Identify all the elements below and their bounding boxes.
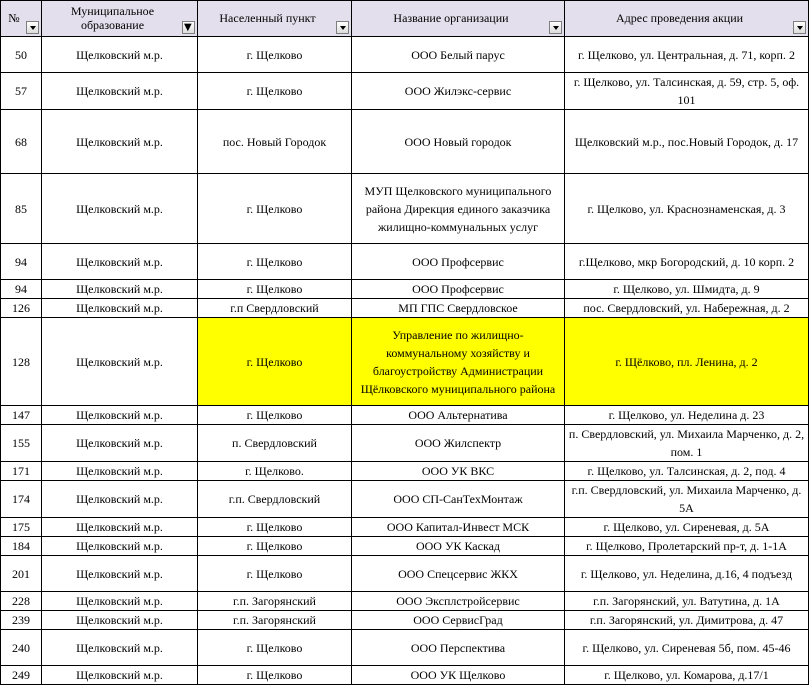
cell-settlement: г. Щелково (198, 518, 352, 537)
cell-num: 184 (1, 537, 42, 556)
cell-municipality: Щелковский м.р. (42, 174, 198, 244)
cell-num: 175 (1, 518, 42, 537)
cell-num: 94 (1, 280, 42, 299)
cell-settlement: г. Щелково (198, 318, 352, 406)
table-row[interactable] (1, 299, 809, 318)
cell-num: 147 (1, 406, 42, 425)
header-address (565, 1, 809, 37)
filter-dropdown-organization[interactable] (549, 21, 562, 34)
table-row[interactable] (1, 110, 809, 174)
cell-organization: ООО УК Щелково (352, 666, 565, 685)
cell-num: 57 (1, 73, 42, 110)
header-municipality-label: Муниципальное образование (70, 3, 155, 32)
dropdown-arrow-icon (340, 26, 346, 30)
cell-settlement: г. Щелково (198, 174, 352, 244)
cell-municipality: Щелковский м.р. (42, 110, 198, 174)
cell-address: г. Щелково, ул. Шмидта, д. 9 (565, 280, 809, 299)
cell-address: г. Щелково, ул. Сиреневая 5б, пом. 45-46 (565, 630, 809, 666)
cell-municipality: Щелковский м.р. (42, 518, 198, 537)
table-row[interactable] (1, 630, 809, 666)
header-settlement (198, 1, 352, 37)
table-row[interactable] (1, 244, 809, 280)
cell-address: г.п. Загорянский, ул. Ватутина, д. 1А (565, 592, 809, 611)
table-row[interactable] (1, 280, 809, 299)
cell-organization: ООО Альтернатива (352, 406, 565, 425)
header-num-label: № (8, 10, 20, 25)
header-organization (352, 1, 565, 37)
cell-municipality: Щелковский м.р. (42, 666, 198, 685)
funnel-icon: ▼ (184, 22, 192, 33)
cell-settlement: г.п. Загорянский (198, 592, 352, 611)
cell-address: г. Щелково, ул. Комарова, д.17/1 (565, 666, 809, 685)
cell-organization: ООО Капитал-Инвест МСК (352, 518, 565, 537)
table-row[interactable] (1, 481, 809, 518)
cell-num: 94 (1, 244, 42, 280)
filter-dropdown-municipality[interactable] (182, 21, 195, 34)
table-row[interactable] (1, 462, 809, 481)
cell-settlement: пос. Новый Городок (198, 110, 352, 174)
cell-municipality: Щелковский м.р. (42, 462, 198, 481)
cell-address: г. Щелково, Пролетарский пр-т, д. 1-1А (565, 537, 809, 556)
cell-address: пос. Свердловский, ул. Набережная, д. 2 (565, 299, 809, 318)
header-settlement-label: Населенный пункт (219, 10, 316, 25)
cell-municipality: Щелковский м.р. (42, 318, 198, 406)
cell-num: 128 (1, 318, 42, 406)
cell-settlement: г. Щелково (198, 406, 352, 425)
cell-municipality: Щелковский м.р. (42, 73, 198, 110)
table-row[interactable] (1, 73, 809, 110)
table-row-highlighted[interactable] (1, 318, 809, 406)
cell-address: г. Щелково, ул. Краснознаменская, д. 3 (565, 174, 809, 244)
dropdown-arrow-icon (30, 26, 36, 30)
cell-address: г. Щелково, ул. Талсинская, д. 2, под. 4 (565, 462, 809, 481)
cell-organization: ООО Перспектива (352, 630, 565, 666)
cell-num: 85 (1, 174, 42, 244)
cell-num: 249 (1, 666, 42, 685)
cell-settlement: г.п. Загорянский (198, 611, 352, 630)
cell-municipality: Щелковский м.р. (42, 556, 198, 592)
cell-address: г. Щелково, ул. Неделина, д.16, 4 подъезд (565, 556, 809, 592)
cell-organization: ООО СП-СанТехМонтаж (352, 481, 565, 518)
dropdown-arrow-icon (553, 26, 559, 30)
cell-num: 68 (1, 110, 42, 174)
table-row[interactable] (1, 174, 809, 244)
cell-organization: ООО УК ВКС (352, 462, 565, 481)
table-row[interactable] (1, 537, 809, 556)
cell-address: г.п. Свердловский, ул. Михаила Марченко, д. 5А (565, 481, 809, 518)
cell-address: г. Щелково, ул. Центральная, д. 71, корп. 2 (565, 37, 809, 73)
cell-settlement: п. Свердловский (198, 425, 352, 462)
cell-municipality: Щелковский м.р. (42, 406, 198, 425)
cell-municipality: Щелковский м.р. (42, 592, 198, 611)
cell-settlement: г. Щелково (198, 280, 352, 299)
cell-municipality: Щелковский м.р. (42, 630, 198, 666)
cell-settlement: г. Щелково (198, 666, 352, 685)
header-num (1, 1, 42, 37)
cell-organization: ООО Жилэкс-сервис (352, 73, 565, 110)
cell-address: г. Щелково, ул. Сиреневая, д. 5А (565, 518, 809, 537)
filter-dropdown-num[interactable] (26, 21, 39, 34)
header-municipality (42, 1, 198, 37)
cell-municipality: Щелковский м.р. (42, 37, 198, 73)
table-row[interactable] (1, 592, 809, 611)
cell-organization: ООО СервисГрад (352, 611, 565, 630)
cell-address: Щелковский м.р., пос.Новый Городок, д. 17 (565, 110, 809, 174)
cell-municipality: Щелковский м.р. (42, 425, 198, 462)
table-row[interactable] (1, 611, 809, 630)
cell-address: п. Свердловский, ул. Михаила Марченко, д. 2, пом. 1 (565, 425, 809, 462)
cell-settlement: г. Щелково (198, 630, 352, 666)
cell-settlement: г. Щелково (198, 244, 352, 280)
cell-organization: ООО Профсервис (352, 280, 565, 299)
cell-organization: ООО Белый парус (352, 37, 565, 73)
cell-num: 228 (1, 592, 42, 611)
cell-municipality: Щелковский м.р. (42, 611, 198, 630)
dropdown-arrow-icon (797, 26, 803, 30)
table-row[interactable] (1, 556, 809, 592)
cell-num: 239 (1, 611, 42, 630)
table-row[interactable] (1, 425, 809, 462)
cell-organization: ООО Эксплстройсервис (352, 592, 565, 611)
cell-municipality: Щелковский м.р. (42, 244, 198, 280)
filter-dropdown-settlement[interactable] (336, 21, 349, 34)
cell-num: 174 (1, 481, 42, 518)
table-row[interactable] (1, 518, 809, 537)
header-organization-label: Название организации (393, 10, 509, 25)
cell-organization: ООО УК Каскад (352, 537, 565, 556)
cell-address: г.Щелково, мкр Богородский, д. 10 корп. 2 (565, 244, 809, 280)
filter-dropdown-address[interactable] (793, 21, 806, 34)
header-row (1, 1, 809, 37)
cell-address: г.п. Загорянский, ул. Димитрова, д. 47 (565, 611, 809, 630)
cell-organization: МУП Щелковского муниципального района Дирекция единого заказчика жилищно-коммунальных услуг (352, 174, 565, 244)
cell-num: 240 (1, 630, 42, 666)
cell-settlement: г. Щелково. (198, 462, 352, 481)
cell-organization: ООО Новый городок (352, 110, 565, 174)
cell-address: г. Щелково, ул. Талсинская, д. 59, стр. 5, оф. 101 (565, 73, 809, 110)
cell-settlement: г. Щелково (198, 537, 352, 556)
cell-settlement: г.п Свердловский (198, 299, 352, 318)
cell-settlement: г.п. Свердловский (198, 481, 352, 518)
cell-num: 201 (1, 556, 42, 592)
cell-municipality: Щелковский м.р. (42, 481, 198, 518)
cell-organization: МП ГПС Свердловское (352, 299, 565, 318)
cell-organization: ООО Профсервис (352, 244, 565, 280)
cell-settlement: г. Щелково (198, 37, 352, 73)
cell-organization: Управление по жилищно-коммунальному хозяйству и благоустройству Администрации Щёлковского муниципального района (352, 318, 565, 406)
cell-municipality: Щелковский м.р. (42, 537, 198, 556)
table-row[interactable] (1, 406, 809, 425)
table-row[interactable] (1, 666, 809, 685)
cell-address: г. Щёлково, пл. Ленина, д. 2 (565, 318, 809, 406)
cell-settlement: г. Щелково (198, 556, 352, 592)
cell-settlement: г. Щелково (198, 73, 352, 110)
cell-num: 50 (1, 37, 42, 73)
cell-municipality: Щелковский м.р. (42, 280, 198, 299)
table-row[interactable] (1, 37, 809, 73)
cell-num: 155 (1, 425, 42, 462)
cell-organization: ООО Жилспектр (352, 425, 565, 462)
cell-organization: ООО Спецсервис ЖКХ (352, 556, 565, 592)
cell-num: 126 (1, 299, 42, 318)
cell-address: г. Щелково, ул. Неделина д. 23 (565, 406, 809, 425)
header-address-label: Адрес проведения акции (615, 10, 744, 25)
cell-num: 171 (1, 462, 42, 481)
cell-municipality: Щелковский м.р. (42, 299, 198, 318)
